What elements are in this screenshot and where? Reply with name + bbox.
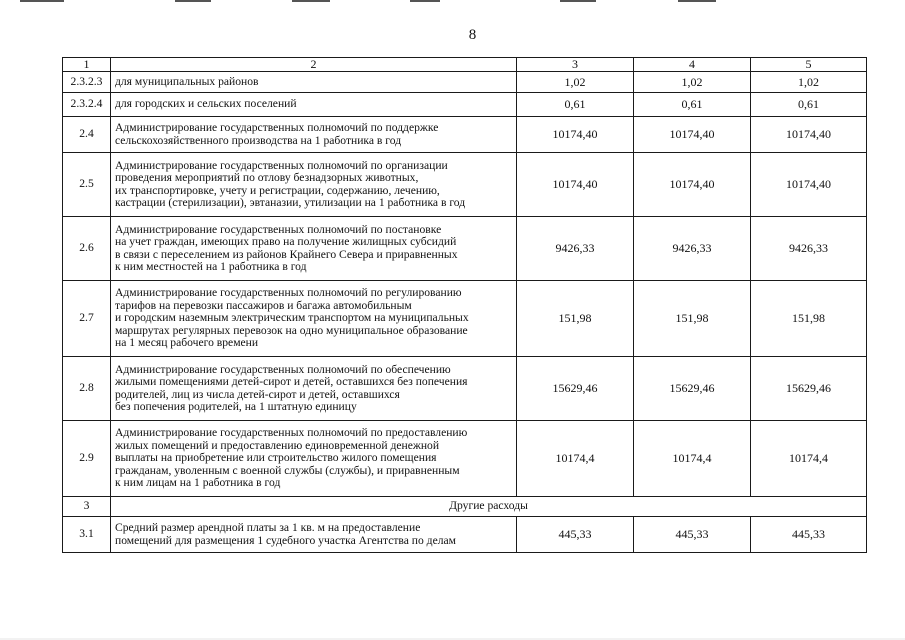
row-number: 2.9 — [63, 421, 111, 497]
value-col-3: 9426,33 — [517, 217, 634, 281]
cost-norms-table — [62, 57, 867, 553]
desc-line: Администрирование государственных полномочий по организации — [115, 158, 448, 172]
value-col-4: 9426,33 — [634, 217, 751, 281]
value-col-5: 1,02 — [751, 72, 867, 93]
value-col-5: 445,33 — [751, 517, 867, 553]
desc-line: Администрирование государственных полномочий по обеспечению — [115, 362, 451, 376]
desc-line: и городским наземным электрическим транспортом на муниципальных — [115, 311, 469, 325]
value-col-3: 10174,4 — [517, 421, 634, 497]
section-number: 3 — [63, 497, 111, 517]
desc-line: Администрирование государственных полномочий по регулированию — [115, 286, 462, 300]
desc-line: без попечения родителей, на 1 штатную единицу — [115, 399, 357, 413]
value-col-4: 15629,46 — [634, 357, 751, 421]
desc-line: выплаты на приобретение или строительство жилого помещения — [115, 451, 437, 465]
desc-line: для городских и сельских поселений — [115, 97, 297, 111]
desc-line: проведения мероприятий по отлову безнадзорных животных, — [115, 171, 419, 185]
desc-line: жилых помещений и предоставлению единовременной денежной — [115, 438, 440, 452]
value-col-5: 10174,40 — [751, 153, 867, 217]
page-number: 8 — [468, 27, 477, 43]
row-number: 2.6 — [63, 217, 111, 281]
value-col-3: 10174,40 — [517, 153, 634, 217]
value-col-4: 10174,4 — [634, 421, 751, 497]
row-number: 2.3.2.3 — [63, 72, 111, 93]
value-col-4: 10174,40 — [634, 153, 751, 217]
section-row — [63, 497, 867, 517]
value-col-4: 151,98 — [634, 281, 751, 357]
value-col-3: 15629,46 — [517, 357, 634, 421]
row-number: 2.8 — [63, 357, 111, 421]
desc-line: их транспортировке, учету и регистрации, содержанию, лечению, — [115, 183, 440, 197]
row-description — [111, 517, 517, 553]
value-col-3: 10174,40 — [517, 117, 634, 153]
header-col-5: 5 — [751, 58, 867, 72]
row-description — [111, 281, 517, 357]
table-row — [63, 117, 867, 153]
top-scan-marks — [0, 0, 905, 4]
row-description — [111, 217, 517, 281]
row-number: 2.7 — [63, 281, 111, 357]
desc-line: сельскохозяйственного производства на 1 работника в год — [115, 133, 402, 147]
desc-line: к ним лицам на 1 работника в год — [115, 476, 281, 490]
row-description — [111, 153, 517, 217]
table-header-row — [63, 58, 867, 72]
desc-line: Администрирование государственных полномочий по постановке — [115, 222, 442, 236]
value-col-3: 0,61 — [517, 93, 634, 117]
row-number: 2.3.2.4 — [63, 93, 111, 117]
value-col-5: 10174,4 — [751, 421, 867, 497]
desc-line: маршрутах регулярных перевозок на одно муниципальное образование — [115, 323, 468, 337]
desc-line: для муниципальных районов — [115, 74, 259, 88]
section-title: Другие расходы — [111, 497, 867, 517]
desc-line: на учет граждан, имеющих право на получение жилищных субсидий — [115, 235, 457, 249]
value-col-3: 151,98 — [517, 281, 634, 357]
table-row — [63, 421, 867, 497]
value-col-4: 445,33 — [634, 517, 751, 553]
desc-line: к ним местностей на 1 работника в год — [115, 259, 307, 273]
desc-line: кастрации (стерилизации), эвтаназии, утилизации на 1 работника в год — [115, 195, 466, 209]
row-number: 2.4 — [63, 117, 111, 153]
table-row — [63, 357, 867, 421]
row-number: 3.1 — [63, 517, 111, 553]
row-description — [111, 421, 517, 497]
value-col-4: 0,61 — [634, 93, 751, 117]
value-col-3: 445,33 — [517, 517, 634, 553]
table-row — [63, 281, 867, 357]
desc-line: Администрирование государственных полномочий по поддержке — [115, 121, 439, 135]
value-col-5: 10174,40 — [751, 117, 867, 153]
header-col-1: 1 — [63, 58, 111, 72]
desc-line: в связи с переселением из районов Крайнего Севера и приравненных — [115, 247, 458, 261]
table-row — [63, 93, 867, 117]
table-row — [63, 517, 867, 553]
row-description — [111, 117, 517, 153]
table-row — [63, 72, 867, 93]
desc-line: помещений для размещения 1 судебного участка Агентства по делам — [115, 533, 456, 547]
desc-line: на 1 месяц рабочего времени — [115, 336, 259, 350]
desc-line: Средний размер арендной платы за 1 кв. м на предоставление — [115, 521, 421, 535]
value-col-5: 0,61 — [751, 93, 867, 117]
row-description — [111, 93, 517, 117]
table-row — [63, 217, 867, 281]
desc-line: родителей, лиц из числа детей-сирот и детей, оставшихся — [115, 387, 400, 401]
row-description — [111, 72, 517, 93]
desc-line: Администрирование государственных полномочий по предоставлению — [115, 426, 468, 440]
value-col-5: 15629,46 — [751, 357, 867, 421]
value-col-3: 1,02 — [517, 72, 634, 93]
row-number: 2.5 — [63, 153, 111, 217]
row-description — [111, 357, 517, 421]
value-col-4: 1,02 — [634, 72, 751, 93]
table-row — [63, 153, 867, 217]
header-col-4: 4 — [634, 58, 751, 72]
value-col-5: 151,98 — [751, 281, 867, 357]
value-col-4: 10174,40 — [634, 117, 751, 153]
value-col-5: 9426,33 — [751, 217, 867, 281]
desc-line: гражданам, уволенным с военной службы (службы), и приравненным — [115, 463, 460, 477]
header-col-3: 3 — [517, 58, 634, 72]
desc-line: тарифов на перевозки пассажиров и багажа автомобильным — [115, 298, 412, 312]
header-col-2: 2 — [111, 58, 517, 72]
desc-line: жилыми помещениями детей-сирот и детей, оставшихся без попечения — [115, 375, 468, 389]
